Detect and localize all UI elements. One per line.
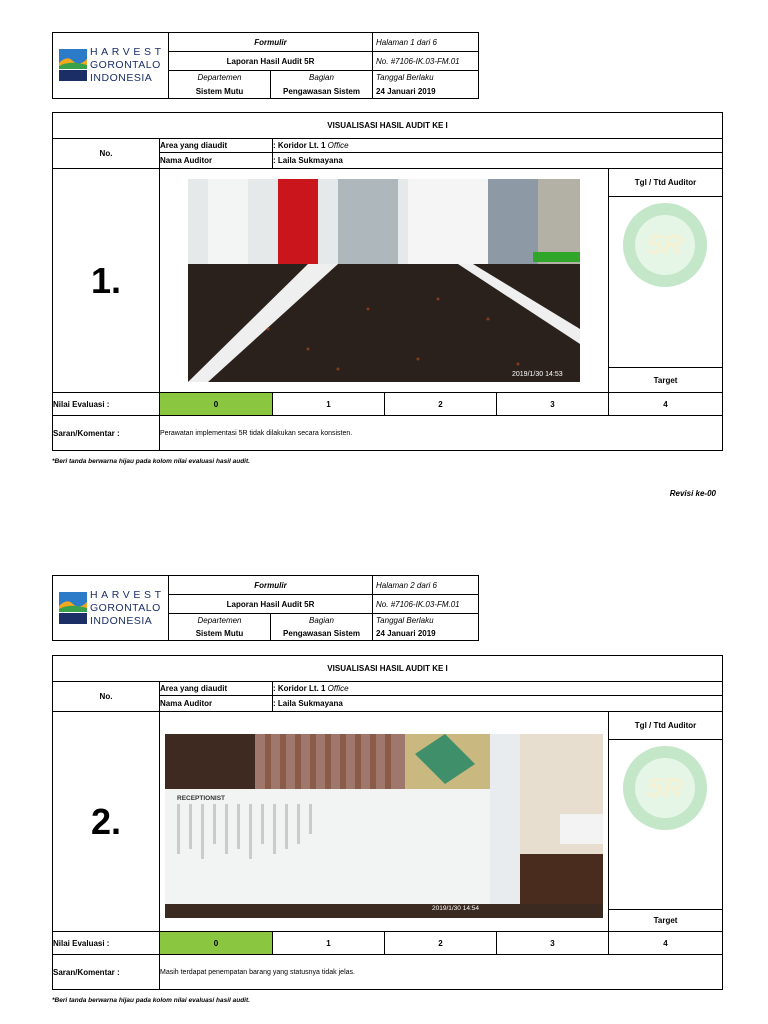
score-option-4[interactable]: 4 xyxy=(609,393,723,416)
score-option-3[interactable]: 3 xyxy=(497,393,609,416)
score-option-3[interactable]: 3 xyxy=(497,932,609,955)
logo-line-1: HARVEST xyxy=(90,45,165,58)
nilai-evaluasi-label: Nilai Evaluasi : xyxy=(53,932,160,955)
no-label: No. xyxy=(53,682,160,712)
photo-timestamp: 2019/1/30 14:54 xyxy=(432,905,479,912)
audit-photo-cell xyxy=(160,712,609,932)
ttd-auditor-label: Tgl / Ttd Auditor xyxy=(609,712,723,740)
form-label: Formulir xyxy=(169,33,373,52)
area-value: : Koridor Lt. 1 Office xyxy=(273,139,723,153)
score-option-1[interactable]: 1 xyxy=(273,393,385,416)
form-label: Formulir xyxy=(169,576,373,595)
section-title: VISUALISASI HASIL AUDIT KE I xyxy=(53,113,723,139)
audit-photo xyxy=(165,734,603,918)
auditor-value: : Laila Sukmayana xyxy=(273,696,723,712)
area-label: Area yang diaudit xyxy=(160,139,273,153)
company-logo xyxy=(53,576,169,641)
logo-line-2: GORONTALO xyxy=(90,601,161,614)
bagian-value: Pengawasan Sistem xyxy=(271,85,373,99)
no-label: No. xyxy=(53,139,160,169)
audit-photo xyxy=(188,179,580,382)
bagian-value: Pengawasan Sistem xyxy=(271,627,373,641)
page-indicator: Halaman 2 dari 6 xyxy=(373,576,479,595)
signature-box xyxy=(609,740,723,910)
logo-line-2: GORONTALO xyxy=(90,58,161,71)
form-title: Laporan Hasil Audit 5R xyxy=(169,52,373,71)
signature-box xyxy=(609,197,723,368)
tanggal-value: 24 Januari 2019 xyxy=(373,85,479,99)
receptionist-sign: RECEPTIONIST xyxy=(177,795,226,802)
form-header-2 xyxy=(52,575,479,641)
item-number: 2. xyxy=(53,712,160,932)
item-number: 1. xyxy=(53,169,160,393)
hgi-logo-icon xyxy=(59,49,87,81)
target-label: Target xyxy=(609,368,723,393)
tanggal-label: Tanggal Berlaku xyxy=(373,614,479,628)
svg-text:5R: 5R xyxy=(647,229,683,260)
5r-stamp-icon xyxy=(619,742,711,834)
logo-line-1: HARVEST xyxy=(90,588,165,601)
logo-line-3: INDONESIA xyxy=(90,71,153,84)
departemen-label: Departemen xyxy=(169,614,271,628)
5r-stamp-icon xyxy=(619,199,711,291)
score-option-1[interactable]: 1 xyxy=(273,932,385,955)
evaluation-note: *Beri tanda berwarna hijau pada kolom nilai evaluasi hasil audit. xyxy=(52,458,250,465)
auditor-label: Nama Auditor xyxy=(160,153,273,169)
score-option-2[interactable]: 2 xyxy=(385,393,497,416)
form-header xyxy=(52,32,479,99)
logo-line-3: INDONESIA xyxy=(90,614,153,627)
revision-label: Revisi ke-00 xyxy=(669,489,716,498)
section-title: VISUALISASI HASIL AUDIT KE I xyxy=(53,656,723,682)
score-option-4[interactable]: 4 xyxy=(609,932,723,955)
form-title: Laporan Hasil Audit 5R xyxy=(169,595,373,614)
doc-number: No. #7106-IK.03-FM.01 xyxy=(373,595,479,614)
audit-photo-cell xyxy=(160,169,609,393)
hgi-logo-icon xyxy=(59,592,87,624)
doc-number: No. #7106-IK.03-FM.01 xyxy=(373,52,479,71)
departemen-value: Sistem Mutu xyxy=(169,627,271,641)
score-option-0[interactable]: 0 xyxy=(160,932,273,955)
ttd-auditor-label: Tgl / Ttd Auditor xyxy=(609,169,723,197)
tanggal-label: Tanggal Berlaku xyxy=(373,71,479,85)
saran-value: Perawatan implementasi 5R tidak dilakukan secara konsisten. xyxy=(160,416,723,451)
bagian-label: Bagian xyxy=(271,614,373,628)
audit-section-1 xyxy=(52,112,723,451)
page-indicator: Halaman 1 dari 6 xyxy=(373,33,479,52)
saran-label: Saran/Komentar : xyxy=(53,416,160,451)
saran-value: Masih terdapat penempatan barang yang statusnya tidak jelas. xyxy=(160,955,723,990)
tanggal-value: 24 Januari 2019 xyxy=(373,627,479,641)
evaluation-note: *Beri tanda berwarna hijau pada kolom nilai evaluasi hasil audit. xyxy=(52,997,250,1004)
saran-label: Saran/Komentar : xyxy=(53,955,160,990)
score-option-2[interactable]: 2 xyxy=(385,932,497,955)
departemen-label: Departemen xyxy=(169,71,271,85)
svg-text:5R: 5R xyxy=(647,772,683,803)
photo-timestamp: 2019/1/30 14:53 xyxy=(512,371,563,378)
nilai-evaluasi-label: Nilai Evaluasi : xyxy=(53,393,160,416)
area-value: : Koridor Lt. 1 Office xyxy=(273,682,723,696)
score-option-0[interactable]: 0 xyxy=(160,393,273,416)
auditor-value: : Laila Sukmayana xyxy=(273,153,723,169)
auditor-label: Nama Auditor xyxy=(160,696,273,712)
target-label: Target xyxy=(609,910,723,932)
departemen-value: Sistem Mutu xyxy=(169,85,271,99)
audit-section-2 xyxy=(52,655,723,990)
company-logo xyxy=(53,33,169,99)
bagian-label: Bagian xyxy=(271,71,373,85)
area-label: Area yang diaudit xyxy=(160,682,273,696)
